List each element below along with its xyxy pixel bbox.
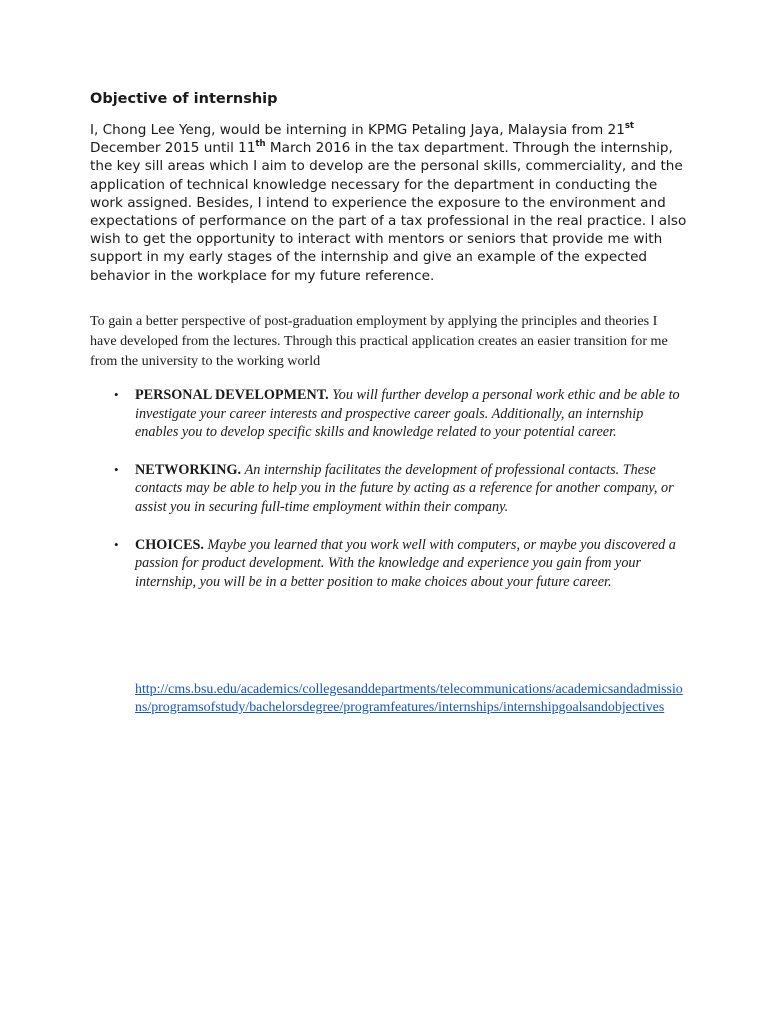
benefits-list [90, 386, 680, 610]
objective-text-part3: March 2016 in the tax department. Through the internship, the key sill areas which I aim to develop are the personal skills, commerciality, and the application of technical knowledge necessary for the department in conducting the work assigned. Besides, I intend to experience the exposure to the environment and expectations of performance on the part of a tax professional in the real practice. I also wish to get the opportunity to interact with mentors or seniors that provide me with support in my early stages of the internship and give an example of the expected behavior in the workplace for my future reference. [90, 140, 687, 284]
list-item-networking [90, 461, 680, 517]
objective-paragraph [90, 121, 690, 285]
objective-text-part2: December 2015 until 11 [90, 140, 256, 157]
source-link[interactable]: http://cms.bsu.edu/academics/collegesanddepartments/telecommunications/academicsandadmissions/programsofstudy/bachelorsdegree/programfeatures/internships/internshipgoalsandobjectives [135, 682, 683, 715]
document-heading: Objective of internship [90, 91, 278, 107]
bullet-icon: • [114, 461, 119, 477]
ordinal-suffix-end: th [255, 139, 266, 150]
bullet-title: PERSONAL DEVELOPMENT. [135, 387, 329, 403]
bullet-body: Maybe you learned that you work well with computers, or maybe you discovered a passion for product development. With the knowledge and experience you gain from your internship, you will be in a better position to make choices about your future career. [135, 536, 676, 590]
objective-text-part1: I, Chong Lee Yeng, would be interning in KPMG Petaling Jaya, Malaysia from 21 [90, 122, 625, 138]
bullet-body: An internship facilitates the development of professional contacts. These contacts may be able to help you in the future by acting as a reference for another company, or assist you in securing full-time employment within their company. [135, 461, 674, 515]
bullet-title: CHOICES. [135, 536, 204, 553]
bullet-icon: • [114, 536, 119, 552]
bullet-body: You will further develop a personal work ethic and be able to investigate your career interests and prospective career goals. Additionally, an internship enables you to develop specific skills and knowledge related to your potential career. [135, 387, 680, 441]
list-item-choices [90, 536, 680, 592]
perspective-paragraph: To gain a better perspective of post-graduation employment by applying the principles and theories I have developed from the lectures. Through this practical application creates an easier transition for me from the university to the working world [90, 313, 668, 369]
list-item-personal-development [90, 386, 680, 442]
bullet-icon: • [114, 387, 119, 402]
ordinal-suffix-start: st [624, 121, 634, 131]
bullet-title: NETWORKING. [135, 461, 242, 478]
